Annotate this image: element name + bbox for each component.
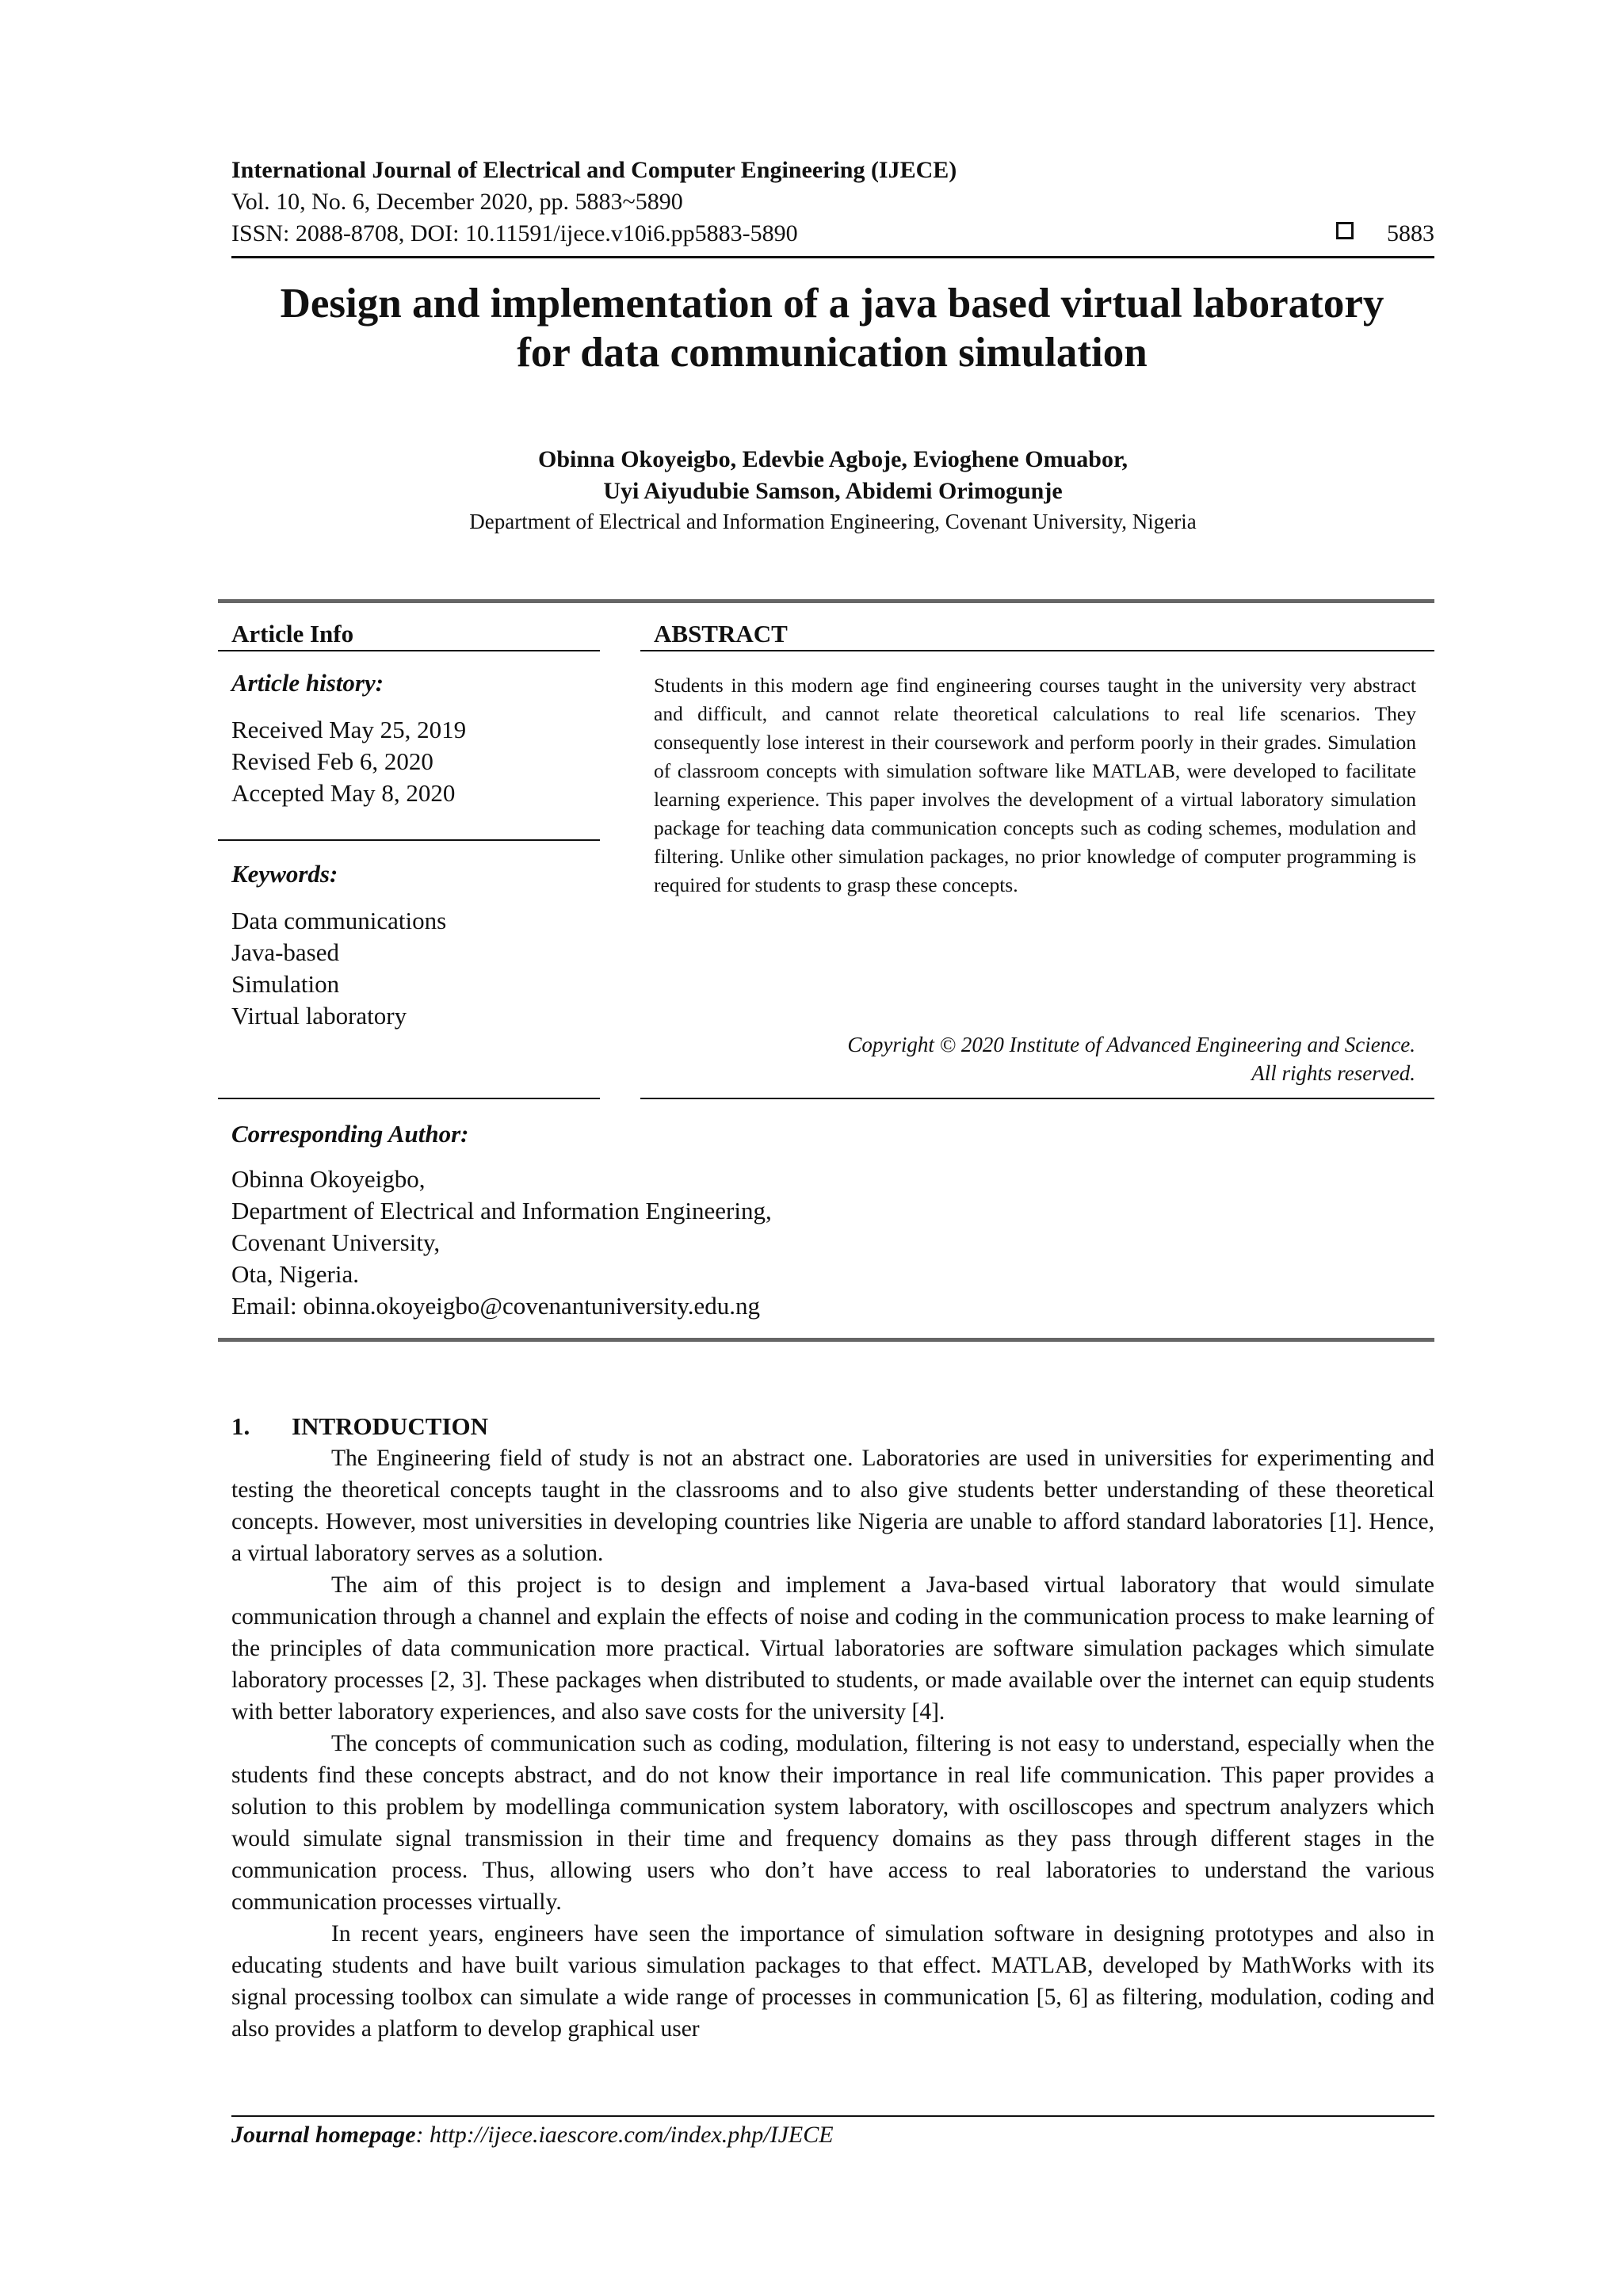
paper-title	[182, 279, 1482, 377]
footer-rule	[231, 2115, 1434, 2117]
homepage-label: Journal homepage	[231, 2122, 416, 2148]
copyright-line-1: Copyright © 2020 Institute of Advanced Engineering and Science.	[847, 1033, 1415, 1056]
section-number: 1.	[231, 1412, 250, 1440]
corresponding-department: Department of Electrical and Information Engineering,	[231, 1197, 772, 1224]
title-line-1: Design and implementation of a java based virtual laboratory	[280, 281, 1384, 327]
abstract-rule	[640, 650, 1434, 651]
corresponding-location: Ota, Nigeria.	[231, 1260, 359, 1288]
keyword-item: Simulation	[231, 970, 340, 998]
authors-line-2: Uyi Aiyudubie Samson, Abidemi Orimogunje	[603, 478, 1063, 504]
journal-homepage	[231, 2119, 834, 2151]
affiliation: Department of Electrical and Information Engineering, Covenant University, Nigeria	[469, 510, 1197, 533]
homepage-url[interactable]: : http://ijece.iaescore.com/index.php/IJECE	[415, 2122, 834, 2148]
journal-name: International Journal of Electrical and Computer Engineering (IJECE)	[231, 157, 957, 183]
history-received: Received May 25, 2019	[231, 716, 467, 743]
paragraph: The aim of this project is to design and implement a Java-based virtual laboratory that would simulate communication through a channel and explain the effects of noise and coding in the communication process to make learning of the principles of data communication more practical. Virtual laboratories are software simulation packages which simulate laboratory processes [2, 3]. These packages when distributed to students, or made available over the internet can equip students with better laboratory experiences, and also save costs for the university [4].	[231, 1572, 1434, 1725]
history-list	[231, 714, 466, 809]
paragraph: The concepts of communication such as coding, modulation, filtering is not easy to understand, especially when the students find these concepts abstract, and do not know their importance in real life communication. This paper provides a solution to this problem by modellinga communication system laboratory, with oscilloscopes and spectrum analyzers which would simulate signal transmission in their time and frequency domains as they pass through different stages in the communication process. Thus, allowing users who don’t have access to real laboratories to understand the various communication processes virtually.	[231, 1731, 1434, 1915]
authors-line-1: Obinna Okoyeigbo, Edevbie Agboje, Evioghene Omuabor,	[537, 446, 1128, 472]
keyword-item: Java-based	[231, 938, 339, 966]
keywords-heading: Keywords:	[231, 860, 338, 888]
issn-doi: ISSN: 2088-8708, DOI: 10.11591/ijece.v10i6.pp5883-5890	[231, 220, 798, 246]
history-revised: Revised Feb 6, 2020	[231, 747, 433, 775]
infobox-bottom-rule	[218, 1338, 1434, 1342]
section-title: INTRODUCTION	[292, 1412, 489, 1440]
corresponding-details	[231, 1163, 772, 1322]
keywords-list	[231, 905, 446, 1032]
article-info-rule	[218, 650, 600, 651]
corresponding-email: Email: obinna.okoyeigbo@covenantuniversity.edu.ng	[231, 1292, 761, 1320]
introduction-body	[231, 1442, 1434, 2045]
corresponding-name: Obinna Okoyeigbo,	[231, 1165, 426, 1193]
history-rule	[218, 839, 600, 841]
history-heading: Article history:	[231, 669, 384, 697]
volume-info: Vol. 10, No. 6, December 2020, pp. 5883~5890	[231, 189, 683, 215]
paragraph: The Engineering field of study is not an abstract one. Laboratories are used in universities for experimenting and testing the theoretical concepts taught in the classrooms and to also give students better understanding of these theoretical concepts. However, most universities in developing countries like Nigeria are unable to afford standard laboratories [1]. Hence, a virtual laboratory serves as a solution.	[231, 1446, 1434, 1566]
section-heading	[231, 1411, 488, 1442]
copyright-notice	[847, 1030, 1415, 1087]
abstract-bottom-rule	[640, 1098, 1434, 1099]
keywords-rule	[218, 1098, 600, 1099]
article-info-heading: Article Info	[231, 620, 354, 648]
keyword-item: Virtual laboratory	[231, 1002, 407, 1030]
corresponding-university: Covenant University,	[231, 1228, 441, 1256]
history-accepted: Accepted May 8, 2020	[231, 779, 456, 807]
paragraph: In recent years, engineers have seen the importance of simulation software in designing prototypes and also in educating students and have built various simulation packages to that effect. MATLAB, developed by MathWorks with its signal processing toolbox can simulate a wide range of processes in communication [5, 6] as filtering, modulation, coding and also provides a platform to develop graphical user	[231, 1921, 1434, 2042]
corresponding-heading: Corresponding Author:	[231, 1120, 469, 1148]
keyword-item: Data communications	[231, 907, 447, 934]
abstract-heading: ABSTRACT	[654, 620, 788, 648]
title-line-2: for data communication simulation	[517, 330, 1148, 376]
copyright-line-2: All rights reserved.	[1251, 1061, 1415, 1085]
infobox-top-rule	[218, 599, 1434, 603]
square-icon	[1336, 222, 1354, 239]
header-rule	[231, 256, 1434, 258]
abstract-text: Students in this modern age find engineering courses taught in the university very abstract and difficult, and cannot relate theoretical calculations to real life scenarios. They consequently lose interest in their coursework and perform poorly in their grades. Simulation of classroom concepts with simulation software like MATLAB, were developed to facilitate learning experience. This paper involves the development of a virtual laboratory simulation package for teaching data communication concepts such as coding schemes, modulation and filtering. Unlike other simulation packages, no prior knowledge of computer programming is required for students to grasp these concepts.	[654, 674, 1416, 896]
page-number: 5883	[1387, 220, 1434, 246]
